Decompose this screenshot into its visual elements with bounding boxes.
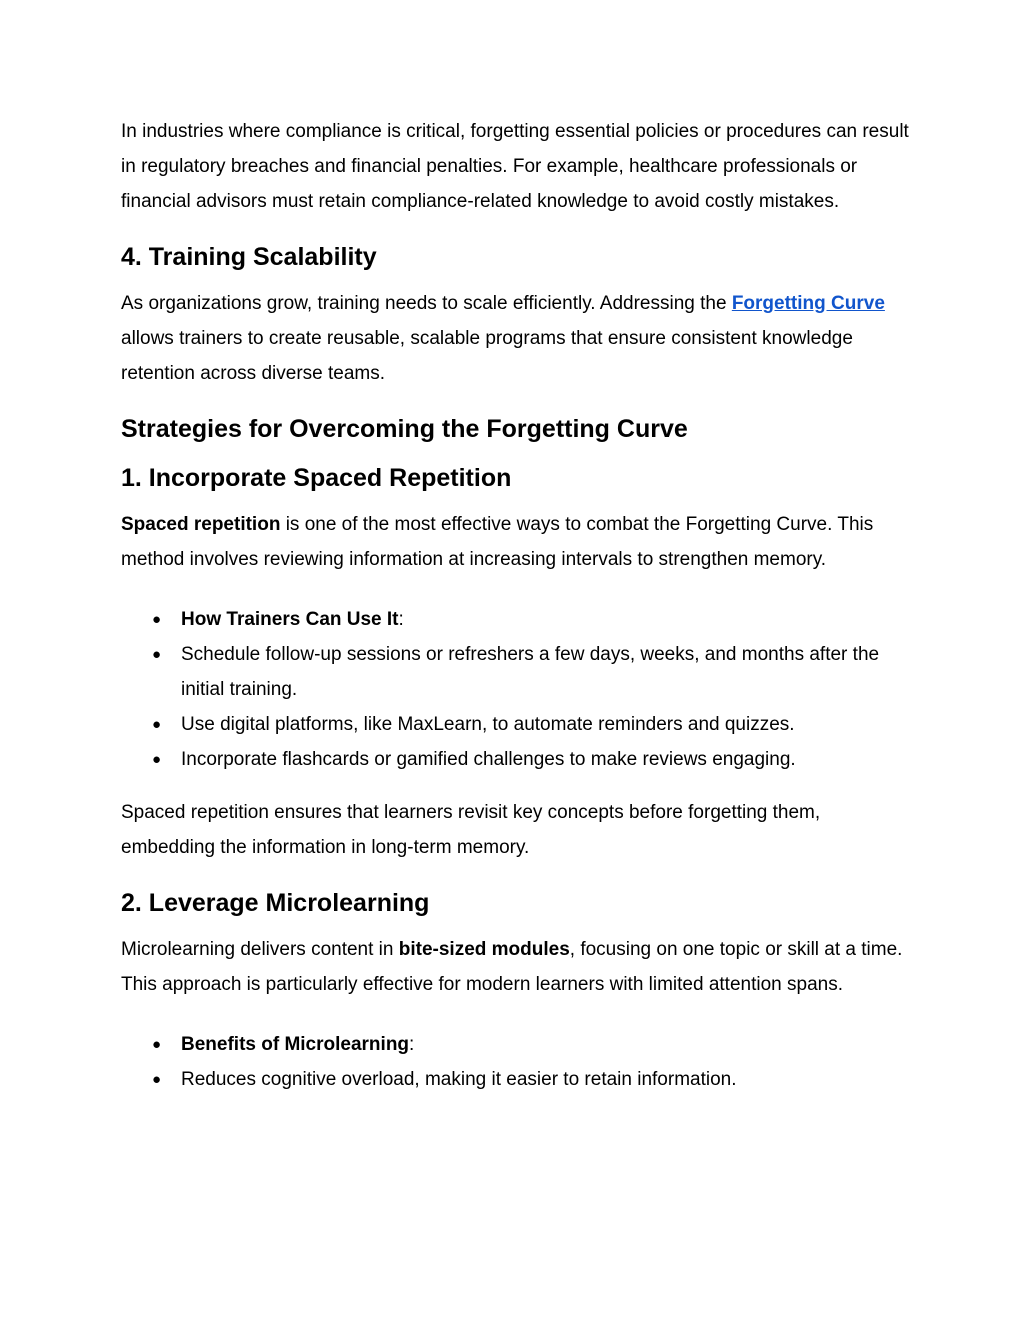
list-title-bold: Benefits of Microlearning	[181, 1034, 410, 1055]
bullet-icon: ●	[152, 751, 162, 768]
bullet-icon: ●	[152, 1071, 162, 1088]
bullet-icon: ●	[152, 611, 162, 628]
list-item	[121, 602, 911, 637]
list-item	[121, 742, 911, 777]
list-item-text: Reduces cognitive overload, making it easier to retain information.	[181, 1069, 737, 1090]
heading-training-scalability: 4. Training Scalability	[121, 243, 377, 271]
bullet-icon: ●	[152, 716, 162, 733]
list-item	[121, 1027, 911, 1062]
document-page	[121, 114, 911, 1097]
microlearning-text-before: Microlearning delivers content in	[121, 939, 399, 960]
heading-spaced-repetition: 1. Incorporate Spaced Repetition	[121, 464, 512, 492]
intro-paragraph: In industries where compliance is critical, forgetting essential policies or procedures can result in regulatory breaches and financial penalties. For example, healthcare professionals or financial advisors must retain compliance-related knowledge to avoid costly mistakes.	[121, 121, 909, 212]
forgetting-curve-link[interactable]: Forgetting Curve	[731, 293, 885, 314]
scalability-text-before: As organizations grow, training needs to scale efficiently. Addressing the	[121, 293, 732, 314]
heading-microlearning: 2. Leverage Microlearning	[121, 889, 430, 917]
microlearning-bold: bite-sized modules	[398, 939, 570, 960]
trainers-list	[121, 602, 911, 777]
scalability-text-after: allows trainers to create reusable, scalable programs that ensure consistent knowledge retention across diverse teams.	[121, 328, 853, 384]
microlearning-benefits-list	[121, 1027, 911, 1097]
list-item-text: Schedule follow-up sessions or refreshers a few days, weeks, and months after the initial training.	[181, 644, 880, 700]
list-title-suffix: :	[409, 1034, 415, 1055]
bullet-icon: ●	[152, 1036, 162, 1053]
list-title-bold: How Trainers Can Use It	[181, 609, 399, 630]
list-item	[121, 707, 911, 742]
list-item-text: Use digital platforms, like MaxLearn, to automate reminders and quizzes.	[181, 714, 795, 735]
spaced-repetition-text: is one of the most effective ways to combat the Forgetting Curve. This method involves reviewing information at increasing intervals to strengthen memory.	[121, 514, 874, 570]
list-item	[121, 1062, 911, 1097]
microlearning-paragraph	[121, 932, 911, 1002]
bullet-icon: ●	[152, 646, 162, 663]
heading-strategies: Strategies for Overcoming the Forgetting Curve	[121, 415, 688, 443]
list-title-suffix: :	[398, 609, 404, 630]
scalability-paragraph	[121, 286, 911, 391]
spaced-repetition-summary: Spaced repetition ensures that learners revisit key concepts before forgetting them, embedding the information in long-term memory.	[121, 802, 821, 858]
spaced-repetition-bold: Spaced repetition	[121, 514, 281, 535]
list-item-text: Incorporate flashcards or gamified challenges to make reviews engaging.	[181, 749, 796, 770]
list-item	[121, 637, 911, 707]
microlearning-text-after: , focusing on one topic or skill at a time. This approach is particularly effective for modern learners with limited attention spans.	[121, 939, 903, 995]
spaced-repetition-paragraph	[121, 507, 911, 577]
